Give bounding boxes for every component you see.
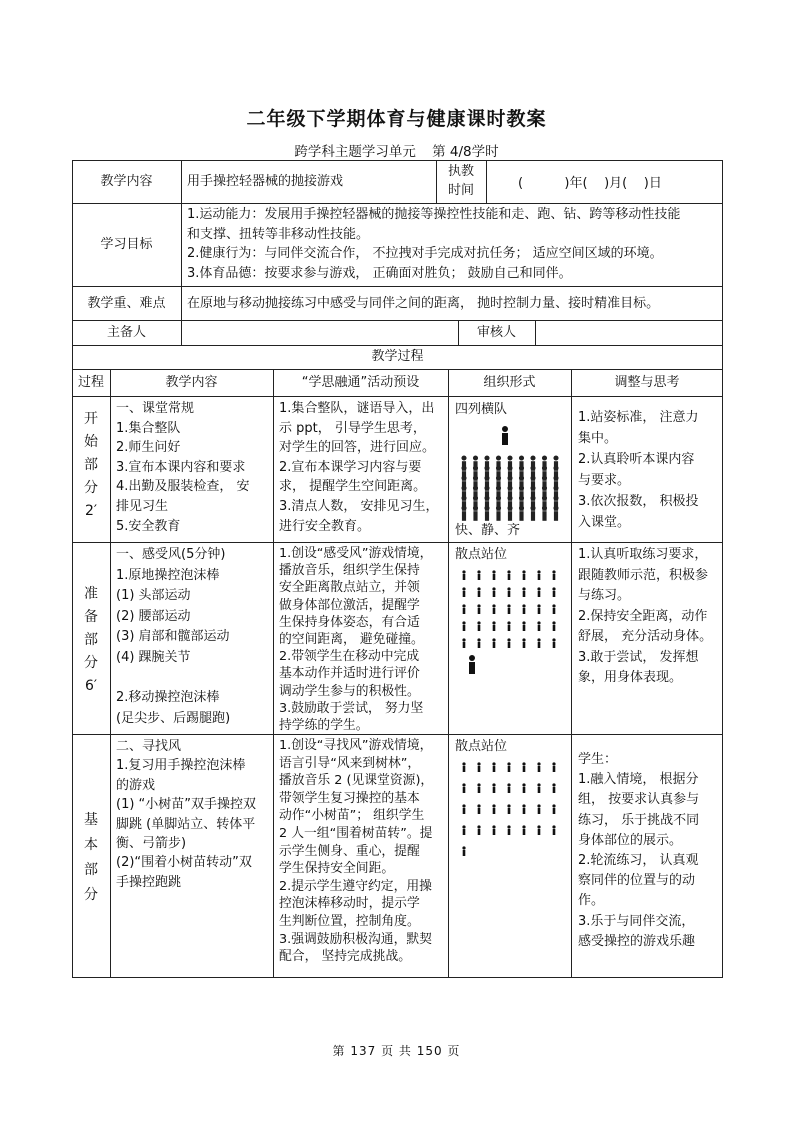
student-figure: [507, 621, 510, 631]
page-title: 二年级下学期体育与健康课时教案: [246, 108, 547, 130]
hours-label: 第 4/8学时: [432, 144, 499, 160]
text-line: 准: [84, 586, 98, 602]
student-figure: [522, 638, 525, 648]
student-figure: [477, 825, 480, 835]
text-line: 开: [84, 411, 98, 427]
teacher-figure: [502, 426, 508, 445]
org-title: 散点站位: [455, 739, 508, 754]
column-header: 过程: [77, 375, 104, 390]
page-number: 第 137 页 共 150 页: [332, 1044, 461, 1058]
student-figure: [484, 505, 489, 520]
row-activity: [279, 737, 447, 966]
student-figure: [537, 570, 540, 580]
student-figure: [522, 804, 525, 814]
text-line: 感受操控的游戏乐趣: [578, 933, 696, 949]
text-line: 6′: [84, 678, 98, 694]
divider: [72, 203, 723, 204]
divider: [72, 345, 723, 346]
content-value: 用手操控轻器械的抛接游戏: [187, 174, 344, 189]
student-figure: [537, 825, 540, 835]
student-figure: [537, 621, 540, 631]
student-figure: [530, 505, 535, 520]
student-figure: [552, 621, 555, 631]
org-title: 四列横队: [455, 402, 508, 417]
text-line: 3.鼓励敢于尝试， 努力坚: [279, 700, 424, 716]
text-line: 备: [84, 609, 98, 625]
student-block: [461, 455, 558, 520]
text-line: [116, 668, 271, 688]
row-adjust: [578, 407, 720, 533]
text-line: 部: [84, 457, 98, 473]
student-figure: [552, 804, 555, 814]
scatter-formation: [458, 566, 566, 680]
student-figure: [507, 604, 510, 614]
text-line: 3.强调鼓励积极沟通，默契: [279, 931, 432, 947]
column-header: “学思融通”活动预设: [301, 375, 420, 390]
student-figure: [507, 638, 510, 648]
column-header: 教学内容: [165, 375, 218, 390]
exec-time-label: [436, 162, 486, 200]
page-subtitle: [0, 140, 793, 160]
text-line: 始: [84, 434, 98, 450]
text-line: 3.宣布本课内容和要求: [116, 459, 246, 475]
text-line: 集中。: [578, 431, 618, 446]
scatter-formation: [458, 758, 566, 858]
text-line: 1.创设“感受风”游戏情境，: [279, 546, 433, 561]
divider: [72, 369, 723, 370]
content-label: 教学内容: [100, 174, 153, 189]
text-line: 2.带领学生在移动中完成: [279, 649, 420, 665]
text-line: 1.创设“寻找风”游戏情境，: [279, 738, 433, 753]
student-figure: [462, 638, 465, 648]
text-line: 2 人一组“围着树苗转”。提: [279, 825, 433, 841]
text-line: 1.认真听取练习要求，: [578, 547, 708, 562]
student-figure: [462, 825, 465, 835]
text-line: 学生：: [578, 752, 618, 767]
student-figure: [496, 505, 501, 520]
text-line: 脚跳 (单脚站立、转体平: [116, 816, 256, 832]
text-line: 一、感受风(5分钟): [116, 547, 226, 562]
student-figure: [507, 825, 510, 835]
text-line: 生保持身体姿态，有合适: [279, 614, 420, 630]
stage-label: [79, 808, 103, 908]
unit-label: 跨学科主题学习单元: [294, 144, 416, 160]
row-adjust: [578, 545, 720, 689]
text-line: 身体部位的展示。: [578, 832, 683, 848]
goal-line: 和支撑、扭转等非移动性技能。: [187, 226, 370, 242]
text-line: 进行安全教育。: [279, 518, 371, 534]
student-figure: [477, 570, 480, 580]
student-figure: [552, 604, 555, 614]
divider: [72, 320, 723, 321]
text-line: 2.保持安全距离，动作: [578, 608, 708, 624]
student-figure: [537, 783, 540, 793]
text-line: 对学生的回答，进行回应。: [279, 440, 436, 456]
text-line: 播放音乐，组织学生保持: [279, 563, 420, 579]
text-line: 控泡沫棒移动时，提示学: [279, 896, 420, 912]
text-line: 分: [84, 480, 98, 496]
text-line: 4.出勤及服装检查， 安: [116, 479, 250, 495]
text-line: 示 ppt， 引导学生思考，: [279, 420, 426, 436]
student-figure: [492, 621, 495, 631]
text-line: 作。: [578, 893, 605, 909]
student-figure: [462, 587, 465, 597]
divider: [72, 396, 723, 397]
text-line: 1.融入情境， 根据分: [578, 772, 699, 788]
student-figure: [552, 587, 555, 597]
text-line: 1.复习用手操控泡沫棒: [116, 758, 246, 774]
student-figure: [522, 783, 525, 793]
text-line: 动作“小树苗”； 组织学生: [279, 808, 425, 824]
keypoints-value: 在原地与移动抛接练习中感受与同伴之间的距离， 抛时控制力量、接时精准目标。: [187, 296, 660, 311]
student-figure: [507, 570, 510, 580]
text-line: (4) 踝腕关节: [116, 649, 191, 665]
text-line: 练习， 乐于挑战不同: [578, 812, 700, 828]
text-line: (1) 头部运动: [116, 588, 191, 603]
text-line: 与练习。: [578, 588, 631, 603]
text-line: 2.宣布本课学习内容与要: [279, 459, 422, 475]
keypoints-label: 教学重、难点: [87, 296, 166, 311]
student-figure: [492, 804, 495, 814]
text-line: 2.移动操控泡沫棒: [116, 690, 220, 705]
text-line: 本: [84, 837, 98, 853]
reviewer-label: 审核人: [476, 325, 516, 340]
student-figure: [522, 621, 525, 631]
text-line: 播放音乐 2 (见课堂资源)，: [279, 773, 434, 789]
student-figure: [492, 638, 495, 648]
student-figure: [462, 604, 465, 614]
student-figure: [507, 587, 510, 597]
student-figure: [462, 621, 465, 631]
student-figure: [477, 783, 480, 793]
divider: [571, 369, 572, 978]
student-figure: [537, 638, 540, 648]
text-line: 5.安全教育: [116, 518, 181, 534]
text-line: 部: [84, 632, 98, 648]
student-figure: [552, 570, 555, 580]
text-line: 2′: [84, 503, 98, 519]
student-figure: [537, 604, 540, 614]
divider: [273, 369, 274, 978]
divider: [72, 286, 723, 287]
text-line: 配合， 坚持完成挑战。: [279, 949, 412, 965]
column-header: 调整与思考: [614, 375, 680, 390]
text-line: 手操控跑跳: [116, 874, 182, 890]
student-figure: [522, 604, 525, 614]
text-line: 1.原地操控泡沫棒: [116, 567, 220, 583]
row-activity: [279, 545, 447, 734]
student-figure: [552, 825, 555, 835]
text-line: 1.集合整队: [116, 420, 181, 436]
student-figure: [542, 505, 547, 520]
student-figure: [522, 570, 525, 580]
text-line: 排见习生: [116, 498, 169, 514]
text-line: 一、课堂常规: [116, 401, 195, 416]
stage-label: [79, 583, 103, 698]
stage-label: [79, 408, 103, 523]
student-figure: [519, 505, 524, 520]
exec-time-label-line: 时间: [447, 183, 474, 198]
org-title: 散点站位: [455, 547, 508, 562]
text-line: 跟随教师示范，积极参: [578, 567, 709, 583]
text-line: 组， 按要求认真参与: [578, 792, 700, 808]
text-line: 分: [84, 887, 98, 903]
text-line: 学生保持安全间距。: [279, 861, 395, 877]
text-line: 2.提示学生遵守约定，用操: [279, 878, 432, 894]
student-figure: [492, 570, 495, 580]
row-content: [116, 399, 271, 536]
text-line: 的空间距离， 避免碰撞。: [279, 632, 424, 648]
text-line: 调动学生参与的积极性。: [279, 683, 420, 699]
row-activity: [279, 399, 447, 536]
student-figure: [522, 762, 525, 772]
text-line: 3.敢于尝试， 发挥想: [578, 649, 699, 665]
student-figure: [462, 804, 465, 814]
text-line: 察同伴的位置与的动: [578, 873, 696, 889]
student-figure: [477, 804, 480, 814]
formation-diagram: [458, 424, 566, 524]
text-line: 分: [84, 655, 98, 671]
divider: [448, 369, 449, 978]
text-line: 与要求。: [578, 473, 631, 488]
student-figure: [477, 587, 480, 597]
student-figure: [477, 621, 480, 631]
text-line: 带领学生复习操控的基本: [279, 790, 420, 806]
goal-line: 1.运动能力：发展用手操控轻器械的抛接等操控性技能和走、跑、钻、跨等移动性技能: [187, 207, 681, 222]
process-label: 教学过程: [371, 349, 424, 364]
text-line: 示学生侧身、重心，提醒: [279, 843, 420, 859]
student-figure: [492, 825, 495, 835]
goal-line: 3.体育品德：按要求参与游戏， 正确面对胜负； 鼓励自己和同伴。: [187, 265, 572, 281]
text-line: 基本动作并适时进行评价: [279, 666, 420, 682]
text-line: 基: [84, 812, 98, 828]
text-line: 安全距离散点站立，并领: [279, 580, 420, 596]
student-figure: [462, 570, 465, 580]
student-figure: [507, 783, 510, 793]
goals-label: 学习目标: [100, 237, 153, 252]
student-figure: [522, 587, 525, 597]
student-figure: [473, 505, 478, 520]
text-line: 衡、弓箭步): [116, 836, 187, 852]
divider: [535, 320, 536, 345]
student-figure: [477, 762, 480, 772]
divider: [110, 369, 111, 978]
student-figure: [462, 762, 465, 772]
goal-line: 2.健康行为：与同伴交流合作， 不拉拽对手完成对抗任务； 适应空间区域的环境。: [187, 246, 663, 261]
divider: [72, 542, 723, 543]
column-header: 组织形式: [483, 375, 536, 390]
student-figure: [507, 505, 512, 520]
student-figure: [462, 846, 465, 856]
text-line: 象，用身体表现。: [578, 670, 683, 685]
row-content: [116, 737, 271, 892]
exec-time-value: ( )年( )月( )日: [518, 176, 662, 191]
org-footer: 快、静、齐: [455, 523, 521, 538]
text-line: 求， 提醒学生空间距离。: [279, 479, 427, 495]
text-line: 2.师生问好: [116, 440, 181, 456]
text-line: 1.站姿标准， 注意力: [578, 410, 699, 425]
exec-time-label-line: 执教: [447, 164, 474, 179]
text-line: 的游戏: [116, 777, 156, 793]
text-line: 入课堂。: [578, 515, 631, 530]
student-figure: [462, 783, 465, 793]
divider: [181, 160, 182, 345]
text-line: (1) “小树苗”双手操控双: [116, 797, 257, 813]
student-figure: [492, 762, 495, 772]
text-line: 2.轮流练习， 认真观: [578, 853, 699, 869]
text-line: 持学练的学生。: [279, 718, 369, 734]
student-figure: [552, 762, 555, 772]
text-line: 3.依次报数， 积极投: [578, 494, 699, 509]
text-line: 舒展， 充分活动身体。: [578, 629, 713, 644]
text-line: 部: [84, 862, 98, 878]
teacher-figure: [469, 655, 475, 674]
student-figure: [507, 762, 510, 772]
student-figure: [492, 587, 495, 597]
student-figure: [492, 604, 495, 614]
student-figure: [537, 804, 540, 814]
divider: [486, 160, 487, 203]
student-figure: [537, 762, 540, 772]
text-line: (足尖步、后踢腿跑): [116, 710, 231, 726]
student-figure: [552, 638, 555, 648]
text-line: 二、寻找风: [116, 739, 182, 754]
student-figure: [553, 505, 558, 520]
text-line: (2) 腰部运动: [116, 608, 191, 624]
text-line: 2.认真聆听本课内容: [578, 452, 695, 467]
student-figure: [477, 604, 480, 614]
text-line: (2)“围着小树苗转动”双: [116, 855, 252, 871]
student-figure: [522, 825, 525, 835]
text-line: 生判断位置，控制角度。: [279, 913, 420, 929]
row-adjust: [578, 750, 720, 952]
text-line: 3.清点人数， 安排见习生，: [279, 498, 439, 514]
student-figure: [507, 804, 510, 814]
text-line: 做身体部位激活，提醒学: [279, 597, 420, 613]
student-figure: [552, 783, 555, 793]
text-line: 语言引导“风来到树林”，: [279, 755, 421, 771]
text-line: 3.乐于与同伴交流，: [578, 913, 695, 929]
student-figure: [477, 638, 480, 648]
student-figure: [492, 783, 495, 793]
text-line: 1.集合整队，谜语导入，出: [279, 401, 435, 416]
row-content: [116, 545, 271, 729]
goals-text: [187, 205, 717, 283]
text-line: (3) 肩部和髋部运动: [116, 629, 230, 644]
student-figure: [461, 505, 466, 520]
preparer-label: 主备人: [106, 325, 146, 340]
student-figure: [537, 587, 540, 597]
